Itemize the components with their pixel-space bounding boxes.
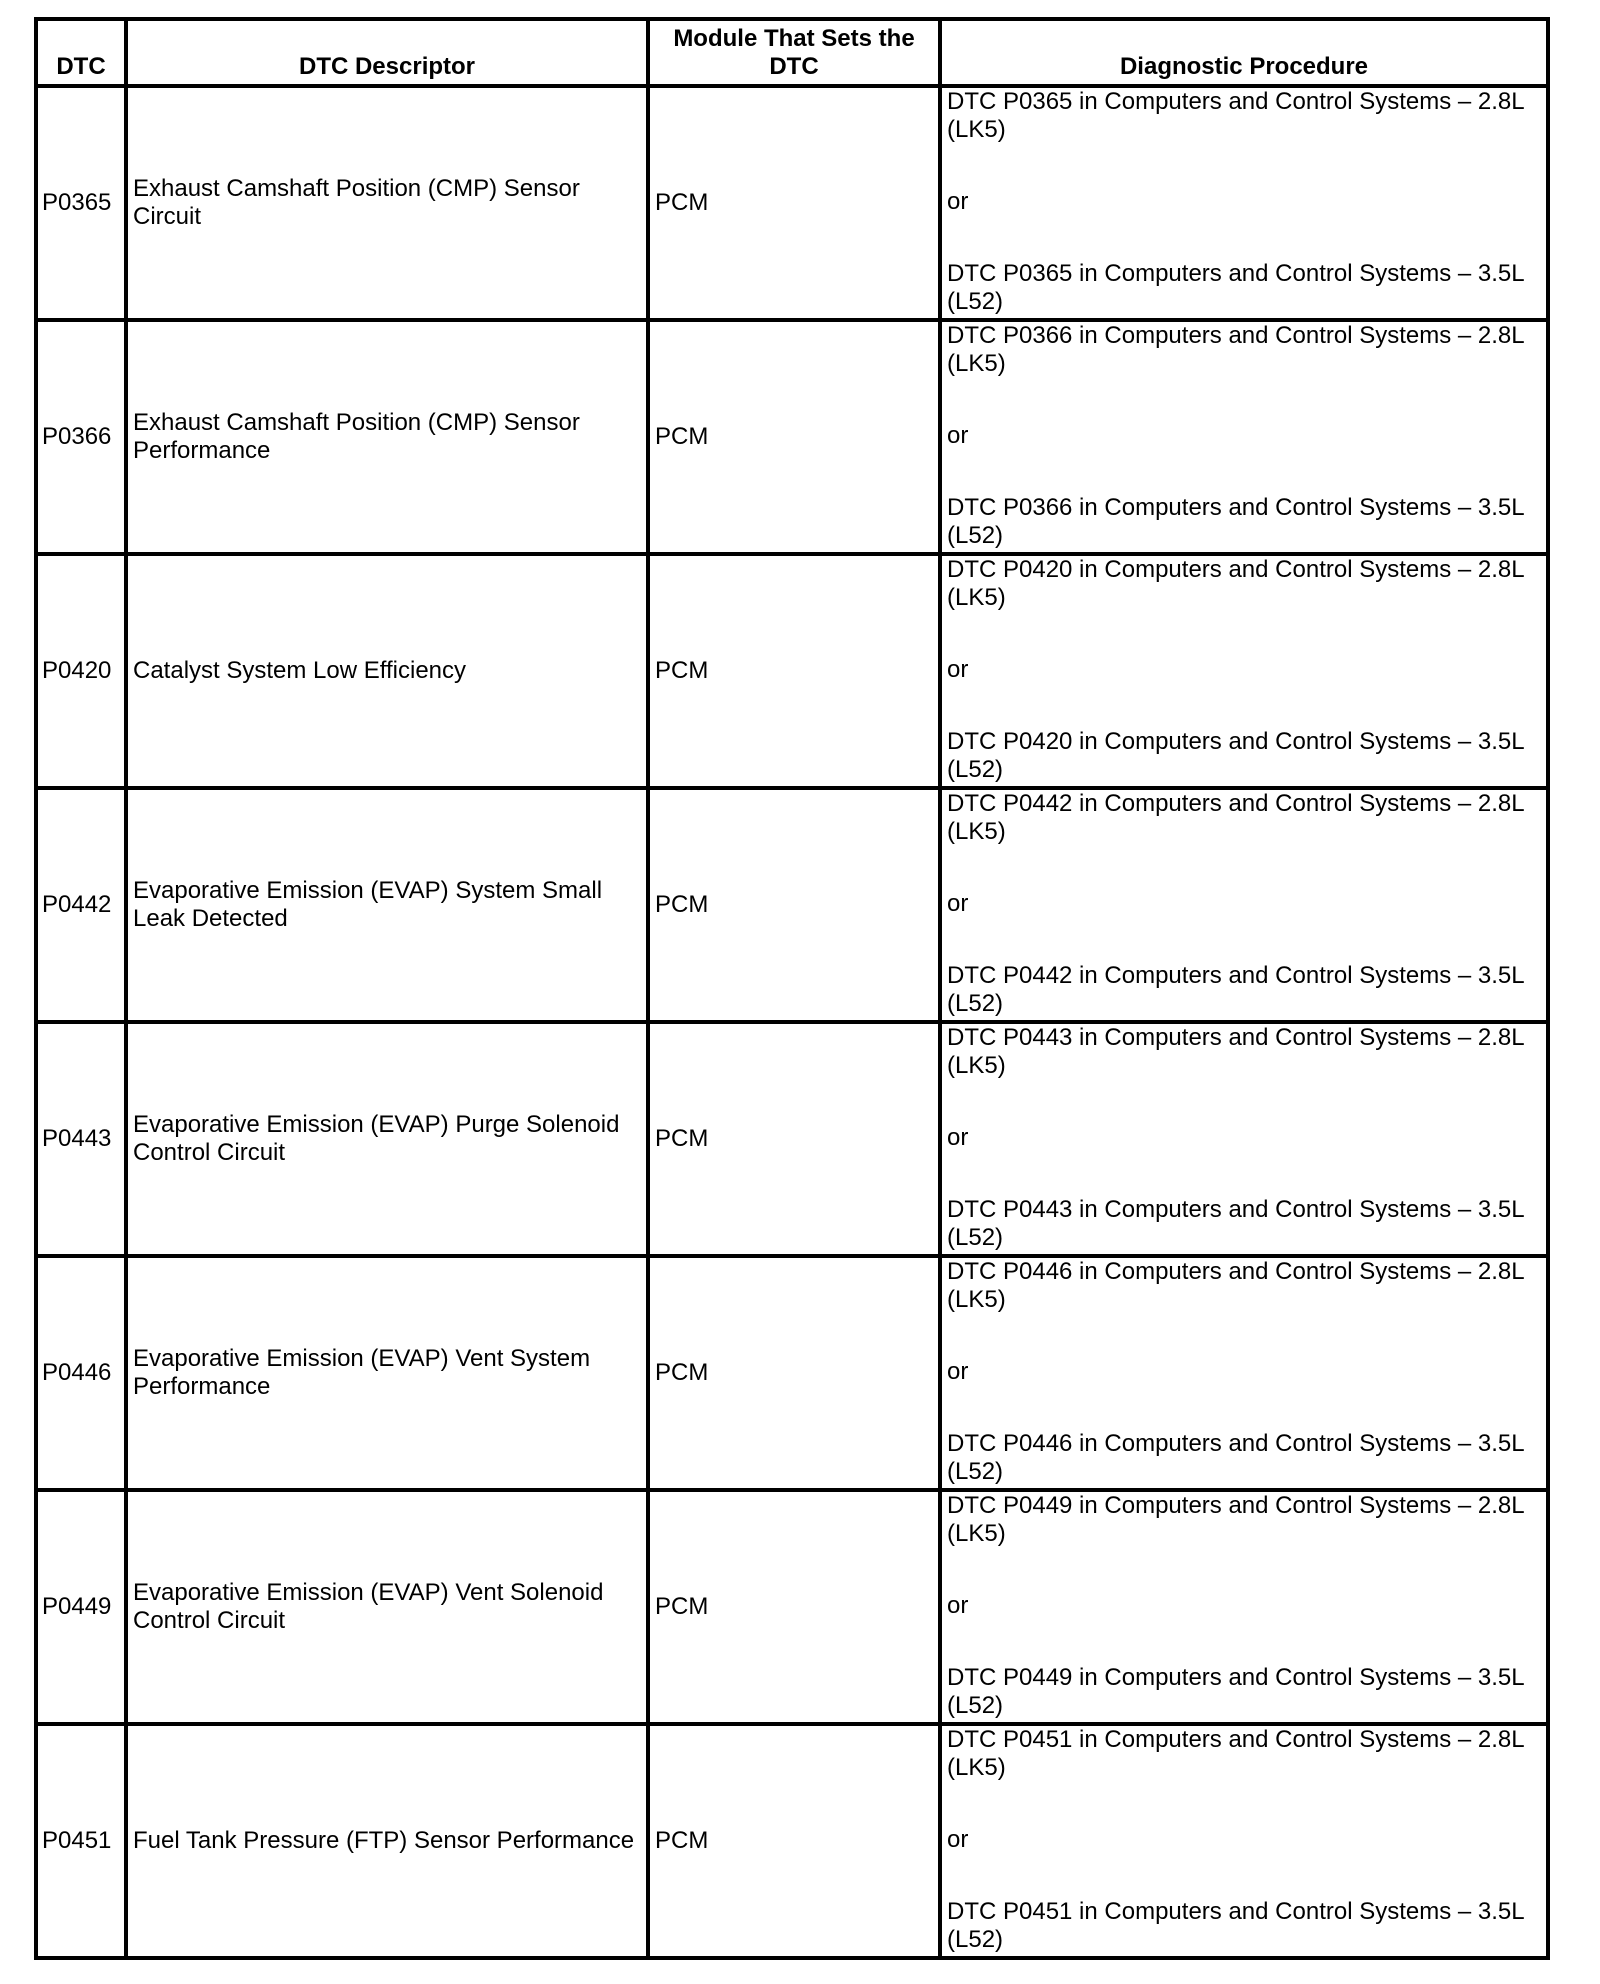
procedure-link: DTC P0446 in Computers and Control Systems – 3.5L (L52) — [947, 1430, 1524, 1485]
diagnostic-procedure — [940, 86, 1548, 320]
table-row — [36, 1490, 1548, 1724]
dtc-code: P0451 — [36, 1724, 126, 1958]
procedure-or: or — [947, 1358, 969, 1385]
diagnostic-procedure — [940, 554, 1548, 788]
dtc-descriptor: Fuel Tank Pressure (FTP) Sensor Performance — [126, 1724, 648, 1958]
procedure-link: DTC P0442 in Computers and Control Systems – 2.8L (LK5) — [947, 790, 1524, 845]
dtc-code: P0420 — [36, 554, 126, 788]
table-row — [36, 1256, 1548, 1490]
dtc-descriptor: Evaporative Emission (EVAP) Purge Solenoid Control Circuit — [126, 1022, 648, 1256]
module-name: PCM — [648, 320, 940, 554]
procedure-or: or — [947, 422, 969, 449]
table-header — [36, 19, 1548, 86]
module-name: PCM — [648, 86, 940, 320]
header-dtc: DTC — [36, 19, 126, 86]
procedure-link: DTC P0451 in Computers and Control Systems – 2.8L (LK5) — [947, 1726, 1524, 1781]
dtc-descriptor: Exhaust Camshaft Position (CMP) Sensor Circuit — [126, 86, 648, 320]
table-row — [36, 320, 1548, 554]
procedure-or: or — [947, 1124, 969, 1151]
module-name: PCM — [648, 788, 940, 1022]
diagnostic-procedure — [940, 788, 1548, 1022]
dtc-code: P0442 — [36, 788, 126, 1022]
procedure-or: or — [947, 1826, 969, 1853]
diagnostic-procedure — [940, 1490, 1548, 1724]
dtc-code: P0446 — [36, 1256, 126, 1490]
table-row — [36, 86, 1548, 320]
header-row — [36, 19, 1548, 86]
dtc-descriptor: Evaporative Emission (EVAP) System Small Leak Detected — [126, 788, 648, 1022]
header-descriptor: DTC Descriptor — [126, 19, 648, 86]
table-row — [36, 554, 1548, 788]
dtc-descriptor: Exhaust Camshaft Position (CMP) Sensor Performance — [126, 320, 648, 554]
dtc-table — [34, 17, 1550, 1960]
module-name: PCM — [648, 1724, 940, 1958]
table-body — [36, 86, 1548, 1958]
procedure-link: DTC P0366 in Computers and Control Systems – 3.5L (L52) — [947, 494, 1524, 549]
dtc-descriptor: Evaporative Emission (EVAP) Vent Solenoid Control Circuit — [126, 1490, 648, 1724]
procedure-or: or — [947, 188, 969, 215]
diagnostic-procedure — [940, 1256, 1548, 1490]
diagnostic-procedure — [940, 320, 1548, 554]
dtc-descriptor: Catalyst System Low Efficiency — [126, 554, 648, 788]
table-row — [36, 1022, 1548, 1256]
procedure-link: DTC P0442 in Computers and Control Systems – 3.5L (L52) — [947, 962, 1524, 1017]
procedure-link: DTC P0443 in Computers and Control Systems – 3.5L (L52) — [947, 1196, 1524, 1251]
module-name: PCM — [648, 1490, 940, 1724]
dtc-code: P0366 — [36, 320, 126, 554]
procedure-link: DTC P0449 in Computers and Control Systems – 2.8L (LK5) — [947, 1492, 1524, 1547]
procedure-link: DTC P0443 in Computers and Control Systems – 2.8L (LK5) — [947, 1024, 1524, 1079]
procedure-link: DTC P0446 in Computers and Control Systems – 2.8L (LK5) — [947, 1258, 1524, 1313]
procedure-or: or — [947, 1592, 969, 1619]
dtc-code: P0365 — [36, 86, 126, 320]
procedure-link: DTC P0365 in Computers and Control Systems – 2.8L (LK5) — [947, 88, 1524, 143]
header-procedure: Diagnostic Procedure — [940, 19, 1548, 86]
dtc-descriptor: Evaporative Emission (EVAP) Vent System Performance — [126, 1256, 648, 1490]
dtc-code: P0449 — [36, 1490, 126, 1724]
module-name: PCM — [648, 1256, 940, 1490]
dtc-code: P0443 — [36, 1022, 126, 1256]
diagnostic-procedure — [940, 1022, 1548, 1256]
procedure-link: DTC P0365 in Computers and Control Systems – 3.5L (L52) — [947, 260, 1524, 315]
procedure-or: or — [947, 890, 969, 917]
procedure-link: DTC P0420 in Computers and Control Systems – 2.8L (LK5) — [947, 556, 1524, 611]
diagnostic-procedure — [940, 1724, 1548, 1958]
module-name: PCM — [648, 1022, 940, 1256]
procedure-link: DTC P0451 in Computers and Control Systems – 3.5L (L52) — [947, 1898, 1524, 1953]
procedure-link: DTC P0420 in Computers and Control Systems – 3.5L (L52) — [947, 728, 1524, 783]
header-module: Module That Sets the DTC — [648, 19, 940, 86]
procedure-link: DTC P0366 in Computers and Control Systems – 2.8L (LK5) — [947, 322, 1524, 377]
module-name: PCM — [648, 554, 940, 788]
table-row — [36, 788, 1548, 1022]
procedure-or: or — [947, 656, 969, 683]
procedure-link: DTC P0449 in Computers and Control Systems – 3.5L (L52) — [947, 1664, 1524, 1719]
table-row — [36, 1724, 1548, 1958]
